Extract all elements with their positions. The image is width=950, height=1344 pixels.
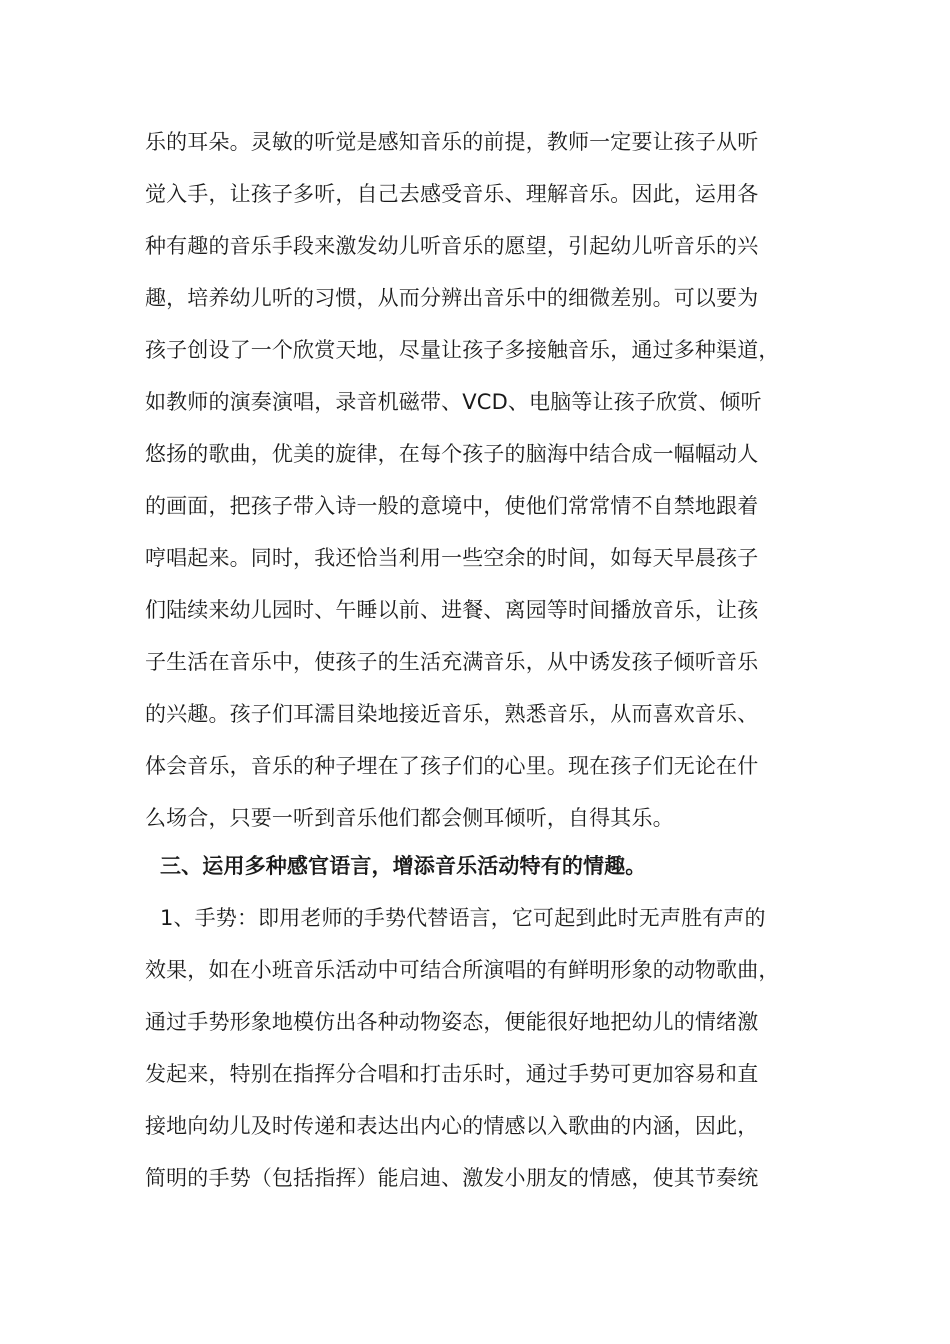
item-line: 1、手势：即用老师的手势代替语言，它可起到此时无声胜有声的 — [160, 906, 766, 930]
paragraph-line: 如教师的演奏演唱，录音机磁带、VCD、电脑等让孩子欣赏、倾听 — [145, 390, 762, 414]
paragraph-line: 体会音乐，音乐的种子埋在了孩子们的心里。现在孩子们无论在什 — [145, 754, 759, 778]
section-heading: 三、运用多种感官语言，增添音乐活动特有的情趣。 — [160, 854, 647, 878]
paragraph-line: 觉入手，让孩子多听，自己去感受音乐、理解音乐。因此，运用各 — [145, 182, 759, 206]
item-line: 效果，如在小班音乐活动中可结合所演唱的有鲜明形象的动物歌曲， — [145, 958, 780, 982]
paragraph-line: 趣，培养幼儿听的习惯，从而分辨出音乐中的细微差别。可以要为 — [145, 286, 759, 310]
paragraph-line: 的画面，把孩子带入诗一般的意境中，使他们常常情不自禁地跟着 — [145, 494, 759, 518]
paragraph-line: 么场合，只要一听到音乐他们都会侧耳倾听，自得其乐。 — [145, 806, 674, 830]
item-line: 简明的手势（包括指挥）能启迪、激发小朋友的情感，使其节奏统 — [145, 1166, 759, 1190]
paragraph-line: 乐的耳朵。灵敏的听觉是感知音乐的前提，教师一定要让孩子从听 — [145, 130, 759, 154]
item-line: 接地向幼儿及时传递和表达出内心的情感以入歌曲的内涵，因此， — [145, 1114, 759, 1138]
paragraph-line: 哼唱起来。同时，我还恰当利用一些空余的时间，如每天早晨孩子 — [145, 546, 759, 570]
paragraph-line: 种有趣的音乐手段来激发幼儿听音乐的愿望，引起幼儿听音乐的兴 — [145, 234, 759, 258]
paragraph-line: 的兴趣。孩子们耳濡目染地接近音乐，熟悉音乐，从而喜欢音乐、 — [145, 702, 759, 726]
paragraph-line: 们陆续来幼儿园时、午睡以前、进餐、离园等时间播放音乐，让孩 — [145, 598, 759, 622]
item-line: 发起来，特别在指挥分合唱和打击乐时，通过手势可更加容易和直 — [145, 1062, 759, 1086]
paragraph-line: 悠扬的歌曲，优美的旋律，在每个孩子的脑海中结合成一幅幅动人 — [145, 442, 759, 466]
item-line: 通过手势形象地模仿出各种动物姿态，便能很好地把幼儿的情绪激 — [145, 1010, 759, 1034]
paragraph-line: 子生活在音乐中，使孩子的生活充满音乐，从中诱发孩子倾听音乐 — [145, 650, 759, 674]
paragraph-line: 孩子创设了一个欣赏天地，尽量让孩子多接触音乐，通过多种渠道， — [145, 338, 780, 362]
